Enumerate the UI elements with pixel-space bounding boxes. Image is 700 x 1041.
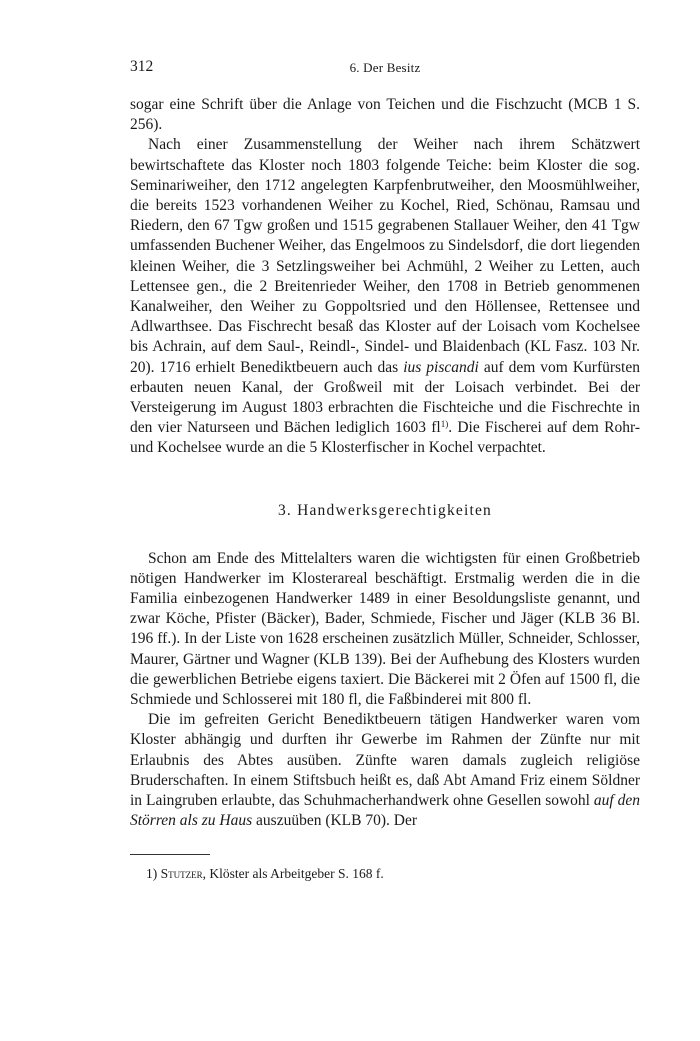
paragraph-handwerker: Schon am Ende des Mittelalters waren die wichtigsten für einen Großbetrieb nötigen Handwerker im Klosterareal beschäftigt. Erstmalig werden die in die Familia einbezogenen Handwerker 1489 in einer Besoldungsliste genannt, und zwar Köche, Pfister (Bäcker), Bader, Schmiede, Fischer und Jäger (KLB 36 Bl. 196 ff.). In der Liste von 1628 erscheinen zusätzlich Müller, Schneider, Schlosser, Maurer, Gärtner und Wagner (KLB 139). Bei der Aufhebung des Klosters wurden die gewerblichen Betriebe eigens taxiert. Die Bäckerei mit 2 Öfen auf 1500 fl, die Schmiede und Schlosserei mit 180 fl, die Faßbinderei mit 800 fl. — [130, 549, 640, 709]
section-heading: 3. Handwerksgerechtigkeiten — [277, 501, 493, 519]
footnote-reference-number: 1 — [440, 419, 446, 430]
page-body — [130, 95, 640, 883]
footnote-marker: 1) — [146, 865, 158, 881]
running-title: 6. Der Besitz — [349, 60, 421, 75]
paragraph-weiher — [130, 135, 640, 458]
italic-phrase: auf den Störren als zu Haus — [130, 792, 641, 830]
italic-term: ius piscandi — [403, 358, 479, 376]
page-number: 312 — [130, 58, 154, 75]
paragraph-text: auszuüben (KLB 70). Der — [252, 812, 418, 830]
paragraph-text: . Die Fischerei auf dem Rohr- und Kochelsee wurde an die 5 Klosterfischer in Kochel verpachtet. — [130, 419, 640, 457]
paragraph-gericht — [130, 710, 640, 831]
footnote — [130, 865, 640, 883]
footnote-text: , Klöster als Arbeitgeber S. 168 f. — [202, 865, 384, 881]
paragraph-text: Die im gefreiten Gericht Benediktbeuern tätigen Handwerker waren vom Kloster abhängig und durften ihr Gewerbe im Rahmen der Zünfte nur mit Erlaubnis des Abtes ausüben. Zünfte waren damals zugleich religiöse Bruderschaften. In einem Stiftsbuch heißt es, daß Abt Amand Friz einem Söldner in Laingruben erlaubte, das Schuhmacherhandwerk ohne Gesellen sowohl — [130, 711, 640, 810]
footnote-reference-bracket: ) — [445, 419, 449, 430]
paragraph-text: Nach einer Zusammenstellung der Weiher nach ihrem Schätzwert bewirtschaftete das Kloster noch 1803 folgende Teiche: beim Kloster die sog. Seminariweiher, den 1712 angelegten Karpfenbrutweiher, den Moosmühlweiher, die bereits 1523 vorhandenen Weiher zu Kochel, Ried, Schönau, Ramsau und Riedern, den 67 Tgw großen und 1515 gegrabenen Stallauer Weiher, den 41 Tgw umfassenden Buchener Weiher, das Engelmoos zu Sindelsdorf, die dort liegenden kleinen Weiher, die 3 Setzlingsweiher bei Achmühl, 2 Weiher zu Letten, auch Lettensee gen., die 2 Breitenrieder Weiher, den 1708 in Betrieb genommenen Kanalweiher, den Weiher zu Goppoltsried und den Höllensee, Rettensee und Adlwarthsee. Das Fischrecht besaß das Kloster auf der Loisach vom Kochelsee bis Achrain, auf dem Saul-, Reindl-, Sindel- und Blaidenbach (KL Fasz. 103 Nr. 20). 1716 erhielt Benediktbeuern auch das — [130, 136, 640, 376]
paragraph-text: auf dem vom Kurfürsten erbauten neuen Kanal, der Großweil mit der Loisach verbindet. Bei der Versteigerung im August 1803 erbrachten die Fischteiche und die Fischrechte in den vier Naturseen und Bächen lediglich 1603 fl — [130, 358, 640, 437]
page-header — [130, 58, 640, 78]
paragraph-continuation: sogar eine Schrift über die Anlage von Teichen und die Fischzucht (MCB 1 S. 256). — [130, 96, 640, 134]
footnote-divider — [130, 854, 210, 855]
footnote-author: Stutzer — [160, 865, 203, 881]
